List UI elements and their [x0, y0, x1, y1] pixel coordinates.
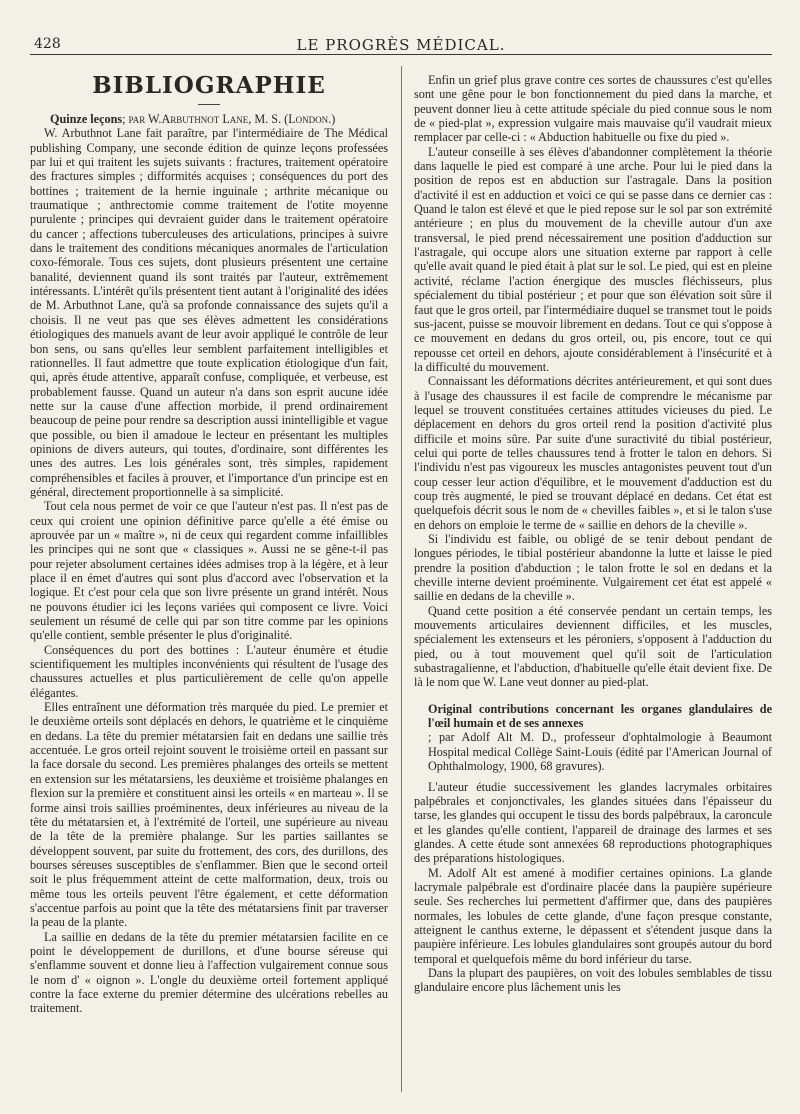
paragraph: L'auteur étudie successivement les glandes lacrymales orbitaires palpébrales et conjonctivales, les glandes situées dans l'épaisseur du tarse, les glandes qui occupent le tissu des bords palpébraux, la caroncule et les glandes qu'elle contient, l'appareil de drainage des larmes et ses glandes. A cette étude sont annexées 68 reproductions photographiques des préparations histologiques.: [414, 779, 772, 866]
review-source: ; par Adolf Alt M. D., professeur d'ophtalmologie à Beaumont Hospital medical Collège Saint-Louis (édité par l'American Journal of Ophthalmology, 1900, 68 gravures).: [428, 730, 772, 774]
review-heading: [30, 112, 388, 126]
right-column: [414, 73, 772, 1096]
left-column: [30, 66, 388, 1096]
paragraph: La saillie en dedans de la tête du premier métatarsien facilite en ce point le développement de durillons, et d'une bourse séreuse qui s'enflamme souvent et donne lieu à l'affection vulgairement connue sous le nom d' « oignon ». L'ongle du deuxième orteil fortement appliqué contre la face externe du premier détermine des ulcérations rebelles au traitement.: [30, 929, 388, 1016]
paragraph: Enfin un grief plus grave contre ces sortes de chaussures c'est qu'elles sont une gêne pour le bon fonctionnement du pied dans la marche, et peuvent donner lieu à cette attitude spéciale du pied connue sous le nom de « pied-plat », expression vulgaire mais mauvaise qu'il vaudrait mieux remplacer par celle-ci : « Abduction habituelle ou fixe du pied ».: [414, 73, 772, 145]
title-divider: [198, 104, 220, 105]
review-title: Original contributions concernant les organes glandulaires de l'œil humain et de ses annexes: [428, 701, 772, 731]
running-header: [30, 30, 772, 55]
paragraph: Si l'individu est faible, ou obligé de se tenir debout pendant de longues périodes, le tibial postérieur abandonne la lutte et laisse le pied prendre la position d'abduction ; le talon frotte le sol en dedans et la cheville interne devient proéminente. Vulgairement cet état est appelé « saillie en dedans de la cheville ».: [414, 532, 772, 604]
review-byline: ; par W.Arbuthnot Lane, M. S. (London.): [122, 112, 336, 126]
review-title: Quinze leçons: [50, 112, 123, 126]
journal-title: LE PROGRÈS MÉDICAL.: [296, 36, 506, 54]
section-title: BIBLIOGRAPHIE: [92, 72, 326, 99]
column-divider: [401, 66, 402, 1092]
paragraph: L'auteur conseille à ses élèves d'abandonner complètement la théorie dans laquelle le pied est comparé à une arche. Pour lui le pied dans la position de repos est en abduction sur l'astragale. Dans la position d'activité il est en adduction et voici ce qui se passe dans ce dernier cas : Quand le talon est élevé et que le pied repose sur le sol par son extrémité antérieure ; en plus du mouvement de la cheville autour d'un axe transversal, le pied prend nécessairement une position d'adduction sur l'astragale, qui occupe alors une situation externe par rapport à celle qu'elle avait quand le pied était à plat sur le sol. Le pied, qui est en pleine activité, réclame l'action énergique des muscles fléchisseurs, plus spécialement du tibial postérieur ; et pour que son élévation soit sûre il faut que le gros orteil, par l'intermédiaire duquel se transmet tout le poids sus-jacent, puisse se mouvoir librement en dedans. Tout ce qui s'oppose à ce mouvement en dedans du gros orteil, ou, pis encore, tout ce qui repousse cet orteil en dehors, ajoute considérablement à l'insécurité et à la difficulté du mouvement.: [414, 144, 772, 374]
paragraph: M. Adolf Alt est amené à modifier certaines opinions. La glande lacrymale palpébrale est d'ordinaire placée dans la paupière supérieure seule. Ses recherches lui permettent d'affirmer que, dans des paupières normales, les lobules de cette glande, d'une façon presque constante, atteignent le canthus externe, le dépassent et s'étendent jusque dans la paupière inférieure. Les lobules glandulaires sont groupés autour du bord temporal et quelquefois même du bord inférieur du tarse.: [414, 865, 772, 966]
review-heading: [414, 702, 772, 731]
paragraph: Quand cette position a été conservée pendant un certain temps, les mouvements articulaires deviennent difficiles, et les muscles, spécialement les extenseurs et les péroniers, s'opposent à l'adduction du pied, ou à tout mouvement quel qu'il soit de l'articulation subastragalienne, et l'abduction, d'habituelle qu'elle était devient fixe. De là le nom que W. Lane veut donner au pied-plat.: [414, 603, 772, 690]
paragraph: W. Arbuthnot Lane fait paraître, par l'intermédiaire de The Médical publishing Company, une seconde édition de quinze leçons professées par lui et qui traitent les sujets suivants : fractures, traitement opératoire des fractures simples ; difformités acquises ; conséquences du port des bottines ; traitement de la hernie inguinale ; arthrite mécanique ou traumatique ; anthrectomie comme traitement de l'otite moyenne purulente ; principes qui devraient guider dans le traitement opératoire du cancer ; affections tuberculeuses des articulations, principes à suivre dans le traitement des conditions mécaniques anormales de l'articulation coxo-fémorale. Tous ces sujets, dont plusieurs présentent une certaine banalité, deviennent quand ils sont traités par l'auteur, extrêmement intéressants. L'intérêt qu'ils présentent tient autant à l'originalité des idées de M. Arbuthnot Lane, qu'à sa profonde connaissance des sujets qu'il a choisis. Il ne veut pas que ses élèves admettent les considérations étiologiques des manuels avant de leur avoir appliqué le contrôle de leur bon sens, ou sans qu'elles leur semblent parfaitement intelligibles et rationnelles. Il faut admettre que toute explication étiologique d'un fait, qui, après étude attentive, apparaît confuse, compliquée, et verbeuse, est probablement fausse. Quand un auteur n'a dans son esprit aucune idée nette sur la cause d'une affection morbide, il prend ordinairement beaucoup de peine pour rendre sa description aussi inintelligible et vague que possible, ou bien il amadoue le lecteur en présentant les multiples opinions de divers auteurs, qui toutes, d'ordinaire, sont différentes les unes des autres. Les lois générales sont, très simples, rapidement compréhensibles et faciles à prouver, et l'importance d'un principe est en général, directement proportionnelle à sa simplicité.: [30, 126, 388, 499]
page-number: 428: [34, 36, 61, 52]
paragraph: Elles entraînent une déformation très marquée du pied. Le premier et le deuxième orteils sont déplacés en dehors, le quatrième et le cinquième en dedans. La tête du premier métatarsien fait en dedans une saillie très accentuée. Le gros orteil rejoint souvent le troisième orteil en passant sur la face dorsale du second. Les premières phalanges des orteils se mettent en extension sur les métatarsiens, les deuxième et troisième phalanges en flexion sur la première et constituent ainsi les orteils « en marteau ». Il se forme ainsi trois saillies proéminentes, deux inférieures au niveau de la tête du métatarsien et, à l'extrémité de l'orteil, une supérieure au niveau de la tête de la première phalange. Sur les parties saillantes se développent souvent, par suite du frottement, des cors, des durillons, des bourses séreuses susceptibles de s'enflammer. Bien que le second orteil soit le plus fréquemment atteint de cette malformation, deux, trois ou même tous les orteils peuvent l'être également, et cette déformation s'accentue parfois au point que la tête des métatarsiens finit par traverser la peau de la plante.: [30, 700, 388, 930]
paragraph: Tout cela nous permet de voir ce que l'auteur n'est pas. Il n'est pas de ceux qui croient une opinion définitive parce qu'elle a été émise ou aprouvée par un « maître », ni de ceux qui regardent comme infaillibles les principes qui ne sont que « classiques ». Aussi ne se gêne-t-il pas pour rejeter absolument certaines idées admises trop à la légère, et à leur place il en émet d'autres qui sont plus d'accord avec l'observation et la logique. Et c'est pour cela que son livre présente un grand intérêt. Nous ne pouvons étudier ici les leçons variées qui composent ce livre. Voici seulement un résumé de celle qui par son titre comme par les opinions qu'elle contient, semble présenter le plus d'originalité.: [30, 499, 388, 643]
paragraph: Conséquences du port des bottines : L'auteur énumère et étudie scientifiquement les multiples inconvénients qui résultent de l'usage des chaussures actuelles et plus particulièrement de celle qu'on appelle élégantes.: [30, 642, 388, 700]
paragraph: Dans la plupart des paupières, on voit des lobules semblables de tissu glandulaire encore plus lâchement unis les: [414, 965, 772, 995]
paragraph: Connaissant les déformations décrites antérieurement, et qui sont dues à l'usage des chaussures il est facile de comprendre le mécanisme par lequel se trouvent constituées certaines attitudes vicieuses du pied. Le déplacement en dehors du gros orteil rend la position d'activité plus difficile et moins sûre. Par suite d'une suractivité du tibial postérieur, celui qui porte de telles chaussures tend à frotter le talon en dehors. Si l'individu n'est pas vigoureux les muscles antagonistes peuvent tout d'un coup cesser leur action d'équilibre, et le mouvement d'adduction est du coup très augmenté, le pied se trouvant déplacé en dedans. Cet état est quelquefois décrit sous le nom de « chevilles faibles », et si le talon s'use en dehors on emploie le terme de « saillie en dehors de la cheville ».: [414, 374, 772, 532]
